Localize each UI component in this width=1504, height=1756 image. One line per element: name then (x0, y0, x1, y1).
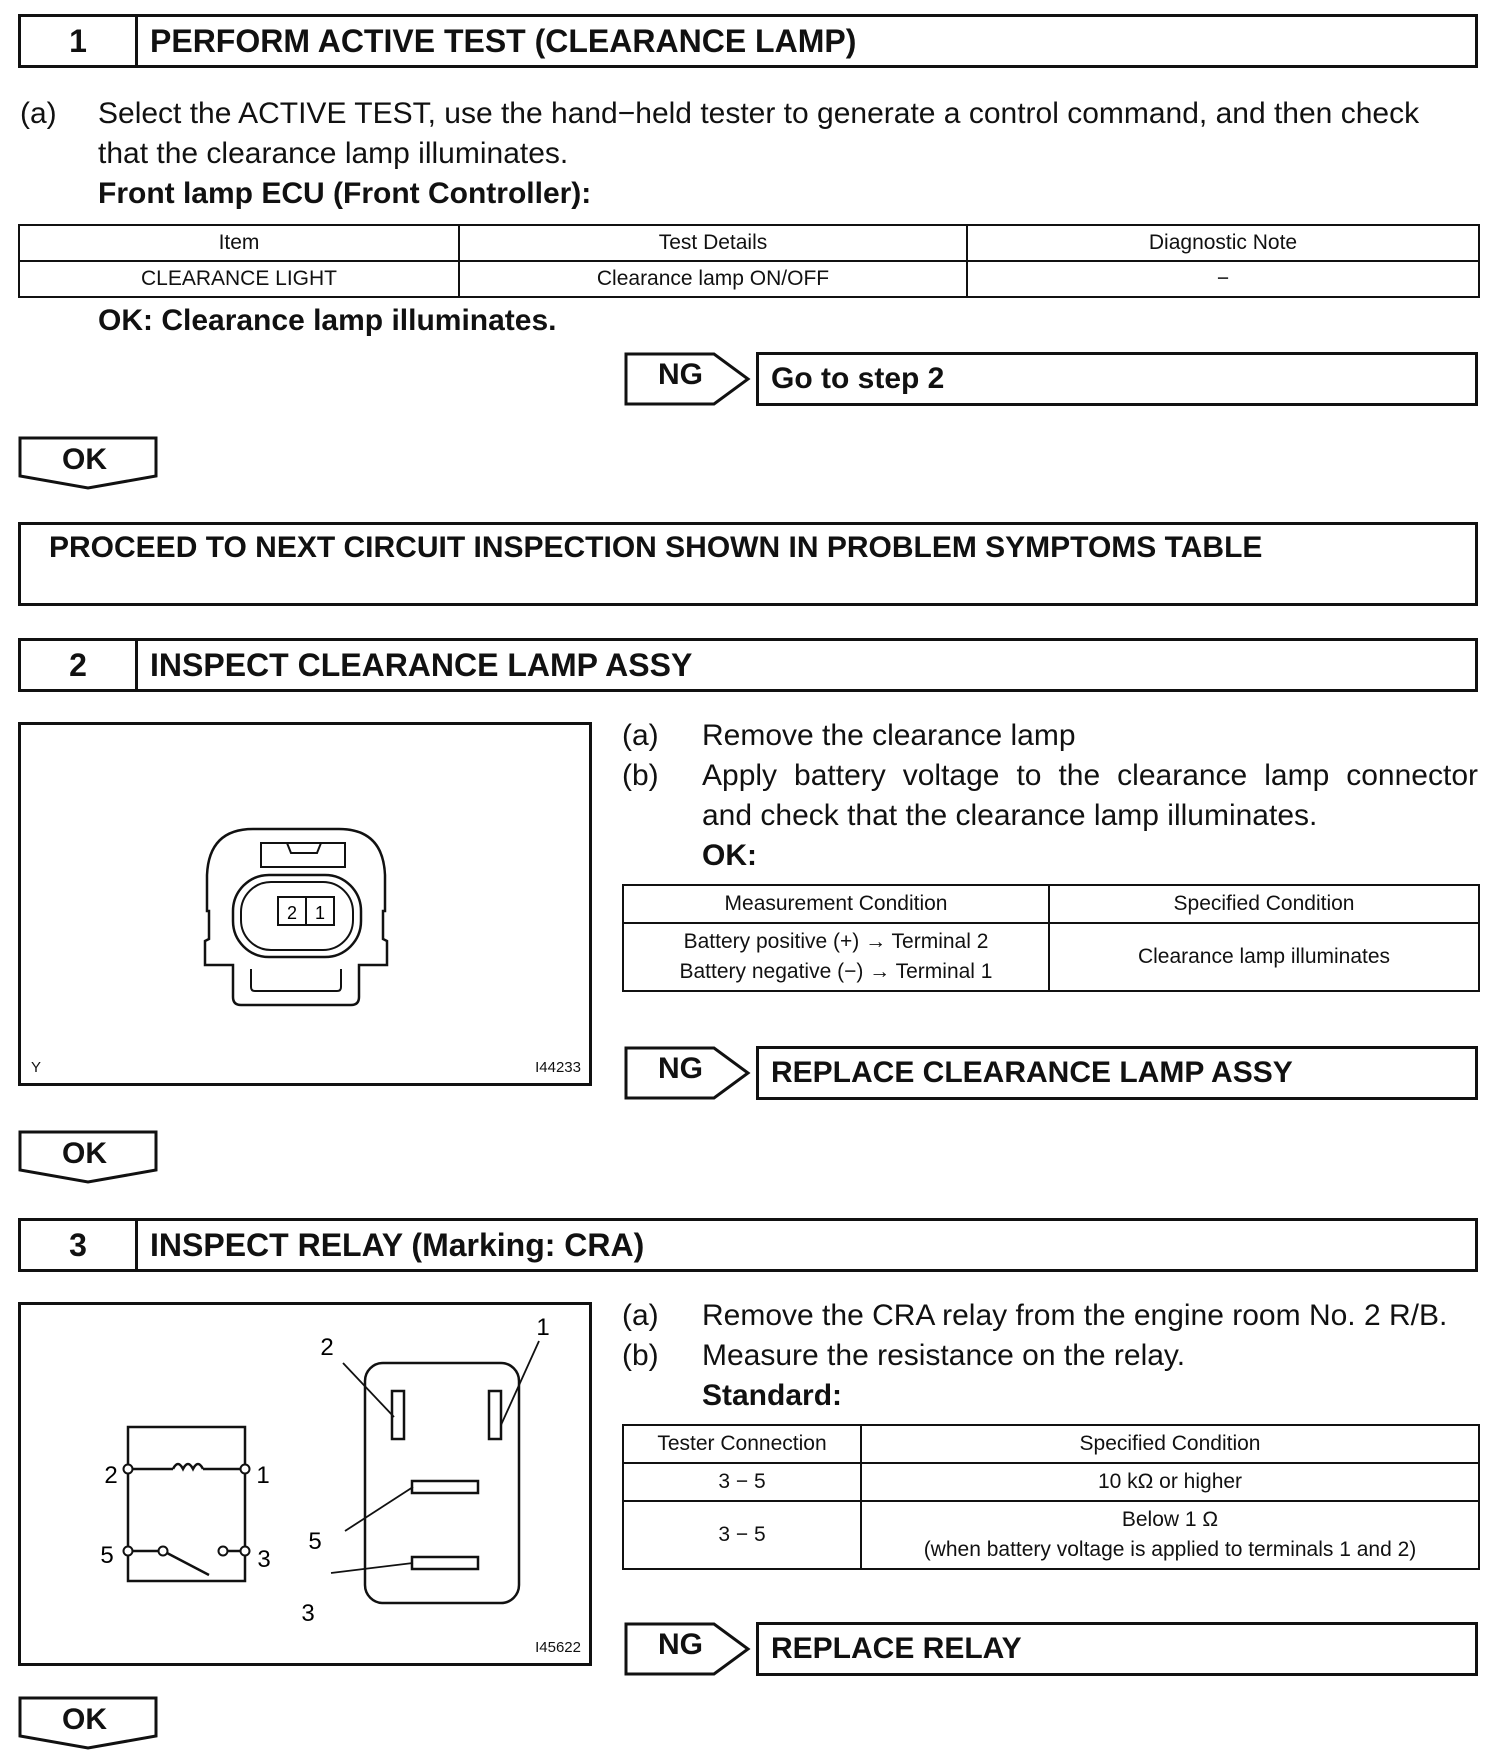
ng-result-text: REPLACE CLEARANCE LAMP ASSY (771, 1056, 1293, 1089)
table-header: Measurement Condition (623, 885, 1049, 923)
step-number: 2 (21, 641, 138, 689)
ok-label: OK (62, 1137, 107, 1170)
pin-label-2: 2 (286, 903, 298, 923)
step-1-header (18, 14, 1478, 68)
connector-figure (18, 722, 592, 1086)
ng-label: NG (658, 358, 703, 391)
item-letter: (b) (622, 1339, 659, 1372)
proceed-box (18, 522, 1478, 606)
table-header: Specified Condition (861, 1425, 1479, 1463)
step-2-header (18, 638, 1478, 692)
item-text: Remove the CRA relay from the engine room No. 2 R/B. (702, 1299, 1448, 1332)
step-title: PERFORM ACTIVE TEST (CLEARANCE LAMP) (150, 22, 857, 59)
table-header: Diagnostic Note (967, 225, 1479, 261)
table-header: Item (19, 225, 459, 261)
table-cell (623, 923, 1049, 991)
item-text: Measure the resistance on the relay. (702, 1339, 1186, 1372)
figure-corner-letter: Y (31, 1059, 42, 1076)
table-cell: Clearance lamp ON/OFF (459, 261, 967, 297)
step-title: INSPECT RELAY (Marking: CRA) (150, 1226, 645, 1263)
schematic-terminal-1: 1 (256, 1462, 270, 1489)
table-cell: 10 kΩ or higher (861, 1463, 1479, 1501)
ng-label: NG (658, 1628, 703, 1661)
table-cell: 3 − 5 (623, 1463, 861, 1501)
condition-line: Battery positive (+) → Terminal 2 (683, 930, 989, 953)
relay-terminal-1: 1 (536, 1314, 550, 1341)
ng-result-box (756, 1622, 1478, 1676)
relay-terminal-2: 2 (320, 1334, 334, 1361)
schematic-terminal-2: 2 (104, 1462, 118, 1489)
item-text: Remove the clearance lamp (702, 719, 1076, 752)
spec-line: (when battery voltage is applied to terminals 1 and 2) (923, 1538, 1417, 1561)
table-cell: Clearance lamp illuminates (1049, 923, 1479, 991)
item-letter: (a) (20, 97, 57, 130)
item-text-line: Apply battery voltage to the clearance lamp connector (702, 759, 1478, 792)
schematic-terminal-3: 3 (257, 1546, 271, 1573)
standard-heading: Standard: (702, 1379, 843, 1412)
item-letter: (b) (622, 759, 659, 792)
figure-id: I45622 (535, 1639, 581, 1656)
ng-result-text: REPLACE RELAY (771, 1632, 1022, 1665)
step-1-item-a (20, 94, 1480, 214)
step-3-item-b (622, 1336, 1482, 1416)
ng-result-box (756, 1046, 1478, 1100)
relay-figure (18, 1302, 592, 1666)
table-header: Test Details (459, 225, 967, 261)
item-text-line: that the clearance lamp illuminates. (98, 137, 569, 170)
connector-drawing (21, 725, 589, 1083)
proceed-text: PROCEED TO NEXT CIRCUIT INSPECTION SHOWN IN PROBLEM SYMPTOMS TABLE (49, 531, 1263, 564)
schematic-terminal-5: 5 (100, 1542, 114, 1569)
step-number: 1 (21, 17, 138, 65)
step-number: 3 (21, 1221, 138, 1269)
table-cell (861, 1501, 1479, 1569)
item-letter: (a) (622, 1299, 659, 1332)
ok-label: OK (62, 1703, 107, 1736)
relay-terminal-5: 5 (308, 1528, 322, 1555)
table-cell: − (967, 261, 1479, 297)
ng-result-text: Go to step 2 (771, 362, 945, 395)
ng-result-box (756, 352, 1478, 406)
subheading: Front lamp ECU (Front Controller): (98, 177, 592, 210)
step-2-item-b (622, 756, 1478, 876)
ng-label: NG (658, 1052, 703, 1085)
spec-line: Below 1 Ω (1121, 1508, 1219, 1531)
item-letter: (a) (622, 719, 659, 752)
table-header: Specified Condition (1049, 885, 1479, 923)
step-title: INSPECT CLEARANCE LAMP ASSY (150, 646, 693, 683)
table-cell: CLEARANCE LIGHT (19, 261, 459, 297)
step-2-item-a (622, 716, 1482, 756)
table-header: Tester Connection (623, 1425, 861, 1463)
ok-statement: OK: Clearance lamp illuminates. (98, 304, 557, 337)
ok-label: OK (62, 443, 107, 476)
pin-label-1: 1 (314, 903, 326, 923)
relay-drawing (21, 1305, 589, 1663)
item-text-line: and check that the clearance lamp illuminates. (702, 799, 1318, 832)
table-cell: 3 − 5 (623, 1501, 861, 1569)
step-3-header (18, 1218, 1478, 1272)
figure-id: I44233 (535, 1059, 581, 1076)
item-text-line: Select the ACTIVE TEST, use the hand−held tester to generate a control command, and then check (98, 97, 1420, 130)
step-3-item-a (622, 1296, 1482, 1336)
lamp-check-table (622, 884, 1480, 992)
relay-terminal-3: 3 (301, 1600, 315, 1627)
condition-line: Battery negative (−) → Terminal 1 (679, 960, 993, 983)
relay-resistance-table (622, 1424, 1480, 1570)
active-test-table (18, 224, 1480, 298)
ok-heading: OK: (702, 839, 757, 872)
